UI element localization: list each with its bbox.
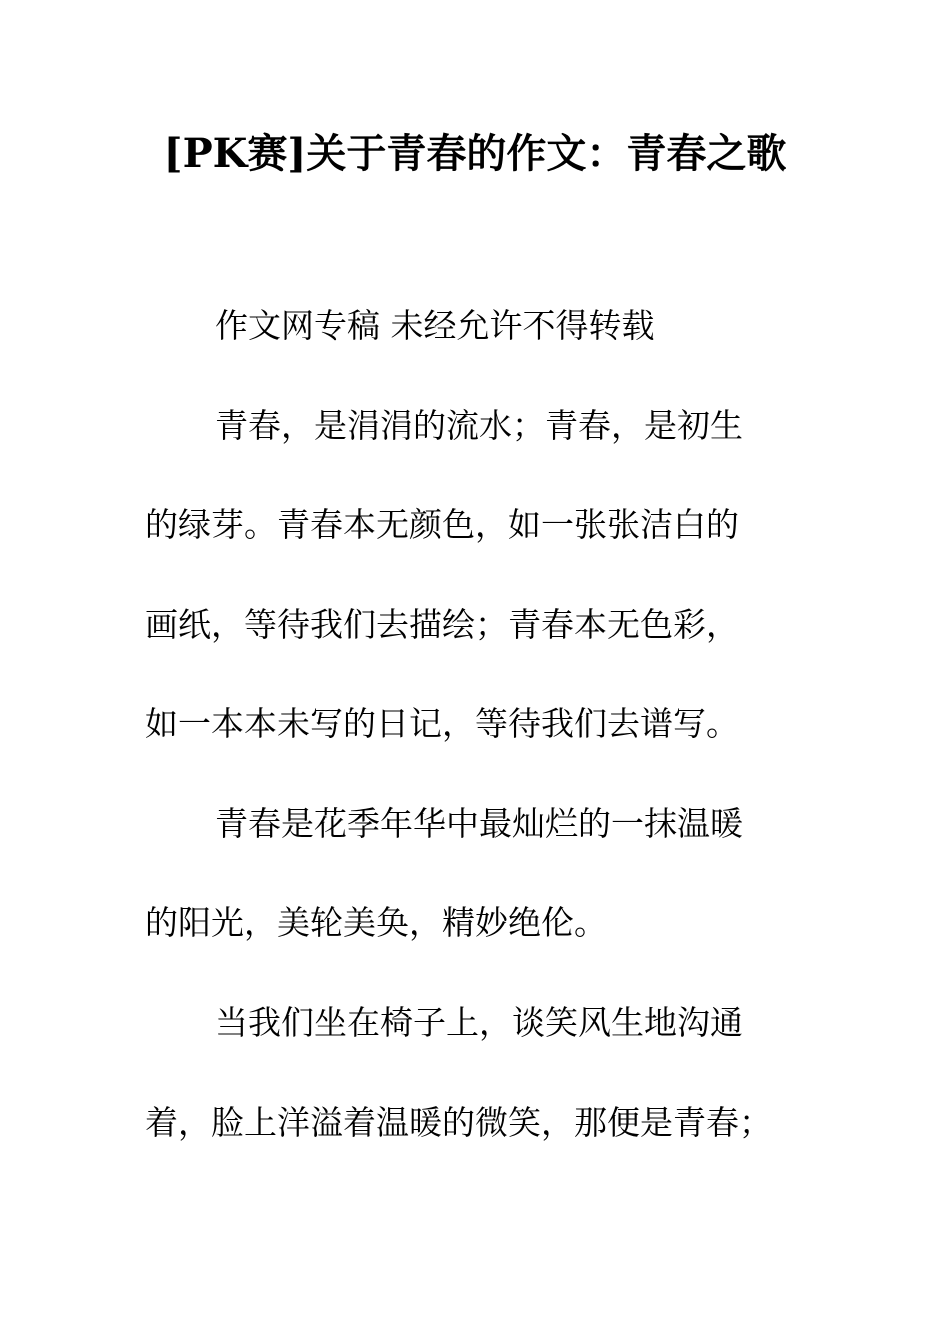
- paragraph-line: 青春，是涓涓的流水；青春，是初生: [215, 406, 743, 445]
- paragraph-line: 如一本本未写的日记，等待我们去谱写。: [145, 704, 739, 743]
- paragraph-line: 作文网专稿 未经允许不得转载: [215, 306, 655, 345]
- paragraph-line: 青春是花季年华中最灿烂的一抹温暖: [215, 804, 743, 843]
- paragraph-line: 的阳光，美轮美奂，精妙绝伦。: [145, 903, 607, 942]
- document-title: [PK赛]关于青春的作文：青春之歌: [163, 130, 787, 177]
- paragraph-line: 的绿芽。青春本无颜色，如一张张洁白的: [145, 505, 739, 544]
- paragraph-line: 画纸，等待我们去描绘；青春本无色彩，: [145, 605, 739, 644]
- paragraph-line: 当我们坐在椅子上，谈笑风生地沟通: [215, 1003, 743, 1042]
- paragraph-line: 着，脸上洋溢着温暖的微笑，那便是青春；: [145, 1103, 772, 1142]
